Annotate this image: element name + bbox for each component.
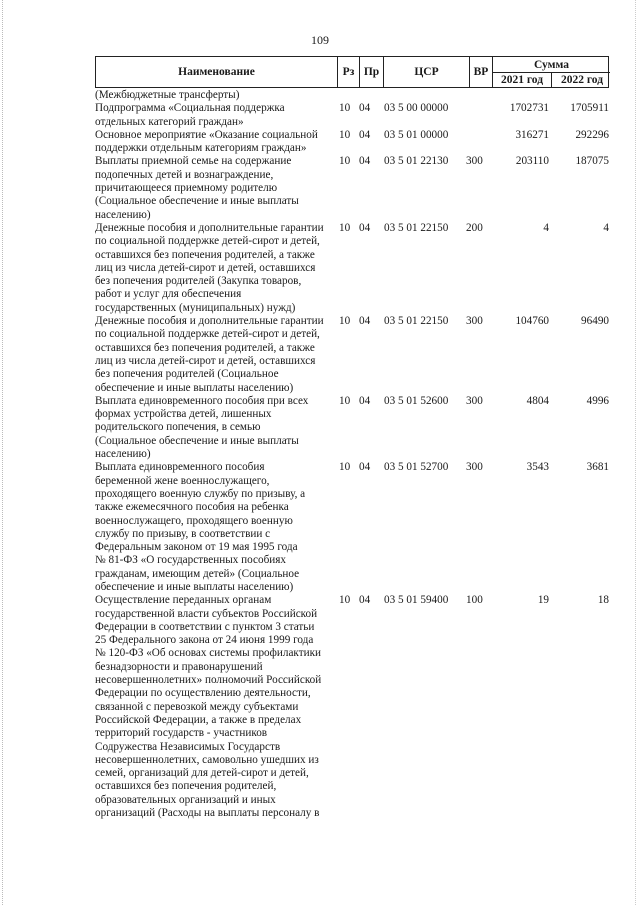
row-rz: 10 [339, 315, 351, 328]
table-row [95, 461, 609, 594]
row-csr: 03 5 01 22150 [384, 315, 449, 328]
row-sum-2022: 4 [603, 221, 609, 234]
table-body [95, 89, 609, 820]
row-vr: 300 [466, 155, 483, 168]
row-pr: 04 [359, 102, 371, 115]
row-sum-2022: 187075 [575, 155, 609, 168]
row-vr: 300 [466, 315, 483, 328]
row-name: Выплата единовременного пособия беременной жене военнослужащего, проходящего военную службу по призыву, а также ежемесячного пособия на ребенка военнослужащего, проходящего военную службу по призыву, в соответствии с Федеральным законом от 19 мая 1995 года № 81-ФЗ «О государственных пособиях гражданам, имеющим детей» (Социальное обеспечение и иные выплаты населению) [95, 461, 306, 593]
scan-edge-right [635, 0, 637, 905]
row-csr: 03 5 01 59400 [384, 594, 449, 607]
table-row [95, 222, 609, 315]
row-pr: 04 [359, 594, 371, 607]
row-sum-2022: 292296 [575, 128, 609, 141]
row-sum-2021: 3543 [526, 461, 549, 474]
header-csr: ЦСР [383, 57, 469, 87]
row-rz: 10 [339, 461, 351, 474]
row-name: Денежные пособия и дополнительные гарантии по социальной поддержке детей-сирот и детей, оставшихся без попечения родителей, а также лиц из числа детей-сирот и детей, оставшихся без попечения родителей (Социальное обеспечение и иные выплаты населению) [95, 315, 324, 394]
row-name: Основное мероприятие «Оказание социальной поддержки отдельным категориям граждан» [95, 128, 318, 155]
row-vr: 100 [466, 594, 483, 607]
row-vr: 200 [466, 221, 483, 234]
row-csr: 03 5 01 22150 [384, 221, 449, 234]
row-csr: 03 5 01 52700 [384, 461, 449, 474]
row-name: Подпрограмма «Социальная поддержка отдельных категорий граждан» [95, 102, 285, 128]
row-csr: 03 5 01 22130 [384, 155, 449, 168]
header-pr: Пр [359, 57, 383, 87]
table-row [95, 89, 609, 102]
page-number: 109 [311, 33, 329, 47]
row-csr: 03 5 00 00000 [384, 102, 449, 115]
row-sum-2021: 104760 [515, 315, 549, 328]
row-name: Выплата единовременного пособия при всех формах устройства детей, лишенных родительского попечения, в семью (Социальное обеспечение и иные выплаты населению) [95, 394, 309, 461]
scan-edge-left [2, 0, 4, 905]
row-sum-2022: 96490 [581, 315, 609, 328]
row-vr: 300 [466, 394, 483, 407]
row-pr: 04 [359, 155, 371, 168]
row-pr: 04 [359, 461, 371, 474]
table-row [95, 155, 609, 221]
header-vr: ВР [469, 57, 492, 87]
row-rz: 10 [339, 102, 351, 115]
row-sum-2021: 4 [543, 221, 549, 234]
row-name: (Межбюджетные трансферты) [95, 89, 240, 101]
row-sum-2021: 316271 [515, 128, 549, 141]
row-sum-2021: 19 [537, 594, 549, 607]
row-sum-2022: 1705911 [570, 102, 609, 115]
row-rz: 10 [339, 155, 351, 168]
row-sum-2022: 3681 [586, 461, 609, 474]
row-sum-2021: 203110 [515, 155, 549, 168]
row-rz: 10 [339, 594, 351, 607]
row-sum-2021: 1702731 [509, 102, 549, 115]
table-row [95, 102, 609, 129]
row-pr: 04 [359, 394, 371, 407]
row-csr: 03 5 01 52600 [384, 394, 449, 407]
header-name: Наименование [178, 66, 255, 78]
row-name: Осуществление переданных органам государственной власти субъектов Российской Федерации в соответствии с пунктом 3 статьи 25 Федерального закона от 24 июня 1999 года № 120-ФЗ «Об основах системы профилактики безнадзорности и правонарушений несовершеннолетних» полномочий Российской Федерации по осуществлению деятельности, связанной с перевозкой между субъектами Российской Федерации, а также в пределах территорий государств - участников Содружества Независимых Государств несовершеннолетних, самовольно ушедших из семей, организаций для детей-сирот и детей, оставшихся без попечения родителей, образовательных организаций и иных организаций (Расходы на выплаты персоналу в [95, 594, 322, 820]
header-sum: Сумма [493, 57, 610, 73]
row-rz: 10 [339, 128, 351, 141]
row-pr: 04 [359, 128, 371, 141]
header-rz: Рз [337, 57, 359, 87]
row-pr: 04 [359, 315, 371, 328]
row-rz: 10 [339, 394, 351, 407]
header-year-2022: 2022 год [551, 72, 612, 87]
row-csr: 03 5 01 00000 [384, 128, 449, 141]
row-vr: 300 [466, 461, 483, 474]
table-row [95, 315, 609, 395]
row-name: Денежные пособия и дополнительные гарантии по социальной поддержке детей-сирот и детей, оставшихся без попечения родителей, а также лиц из числа детей-сирот и детей, оставшихся без попечения родителей (Закупка товаров, работ и услуг для обеспечения государственных (муниципальных) нужд) [95, 221, 324, 314]
table-row [95, 129, 609, 156]
row-sum-2022: 18 [597, 594, 609, 607]
row-pr: 04 [359, 221, 371, 234]
row-name: Выплаты приемной семье на содержание подопечных детей и вознаграждение, причитающееся приемному родителю (Социальное обеспечение и иные выплаты населению) [95, 155, 299, 221]
header-year-2021: 2021 год [500, 73, 544, 86]
table-row [95, 395, 609, 461]
row-rz: 10 [339, 221, 351, 234]
row-sum-2021: 4804 [526, 394, 549, 407]
header-sum-group [492, 57, 610, 87]
row-sum-2022: 4996 [586, 394, 609, 407]
table-row [95, 594, 609, 820]
table-header [95, 56, 609, 88]
